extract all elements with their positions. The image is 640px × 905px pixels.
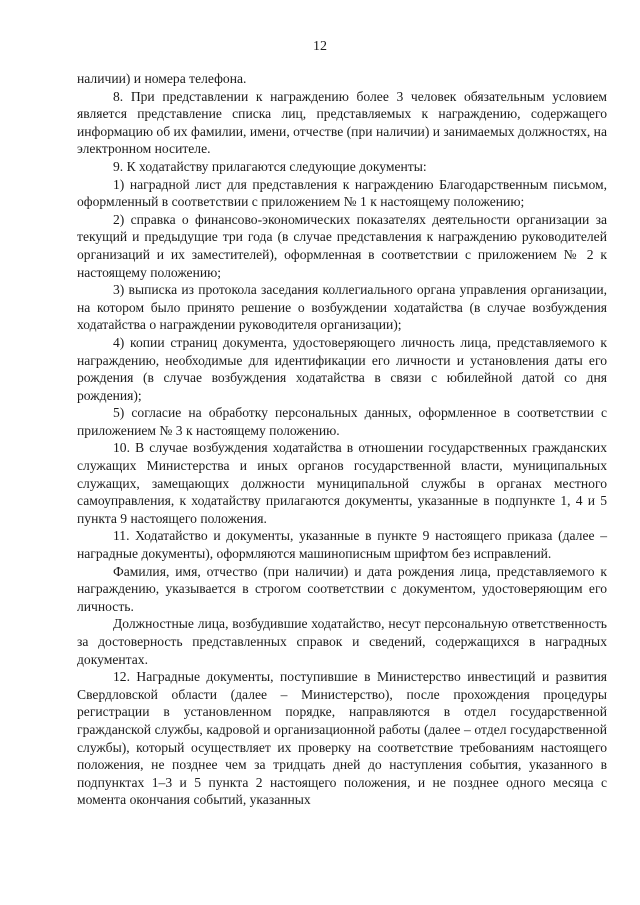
paragraph-item-12: 12. Наградные документы, поступившие в Министерство инвестиций и развития Свердловской области (далее – Министерство), после прохождения процедуры регистрации в установленном порядке, направляются в отдел государственной гражданской службы, кадровой и организационной работы (далее – отдел государственной службы), который осуществляет их проверку на соответствие требованиям настоящего положения, не позднее чем за тридцать дней до наступления события, указанного в подпунктах 1–3 и 5 пункта 2 настоящего положения, и не позднее одного месяца с момента окончания событий, указанных [77, 669, 607, 808]
paragraph-item-9-2: 2) справка о финансово-экономических показателях деятельности организации за текущий и предыдущие три года (в случае представления к награждению руководителей организаций и их заместителей), оформленная в соответствии с приложением № 2 к настоящему положению; [77, 211, 607, 280]
paragraph-item-11-responsibility: Должностные лица, возбудившие ходатайство, несут персональную ответственность за достоверность представленных справок и сведений, содержащихся в наградных документах. [77, 616, 607, 667]
paragraph-item-10: 10. В случае возбуждения ходатайства в отношении государственных гражданских служащих Министерства и иных органов государственной власти, муниципальных служащих, замещающих должности муниципальной службы в органах местного самоуправления, к ходатайству прилагаются документы, указанные в подпункте 1, 4 и 5 пункта 9 настоящего положения. [77, 440, 607, 526]
paragraph-item-9-4: 4) копии страниц документа, удостоверяющего личность лица, представляемого к награждению, необходимые для идентификации его личности и установления даты его рождения (в случае возбуждения ходатайства в связи с юбилейной датой со дня рождения); [77, 334, 607, 403]
paragraph-item-9-3: 3) выписка из протокола заседания коллегиального органа управления организации, на котором было принято решение о возбуждении ходатайства (в случае возбуждения ходатайства о награждении руководителя организации); [77, 282, 607, 333]
paragraph-item-8: 8. При представлении к награждению более 3 человек обязательным условием является представление списка лиц, представляемых к награждению, содержащего информацию об их фамилии, имени, отчестве (при наличии) и занимаемых должностях, на электронном носителе. [77, 88, 607, 157]
paragraph-item-9-5: 5) согласие на обработку персональных данных, оформленное в соответствии с приложением № 3 к настоящему положению. [77, 405, 607, 438]
document-body [77, 70, 607, 809]
paragraph-item-11: 11. Ходатайство и документы, указанные в пункте 9 настоящего приказа (далее – наградные документы), оформляются машинописным шрифтом без исправлений. [77, 528, 607, 562]
page-number: 12 [313, 39, 327, 54]
paragraph-item-11-name: Фамилия, имя, отчество (при наличии) и дата рождения лица, представляемого к награждению, указывается в строгом соответствии с документом, удостоверяющим его личность. [77, 563, 607, 614]
paragraph-item-9: 9. К ходатайству прилагаются следующие документы: [113, 158, 427, 174]
paragraph-continuation: наличии) и номера телефона. [77, 71, 247, 86]
paragraph-item-9-1: 1) наградной лист для представления к награждению Благодарственным письмом, оформленный в соответствии с приложением № 1 к настоящему положению; [77, 176, 607, 210]
